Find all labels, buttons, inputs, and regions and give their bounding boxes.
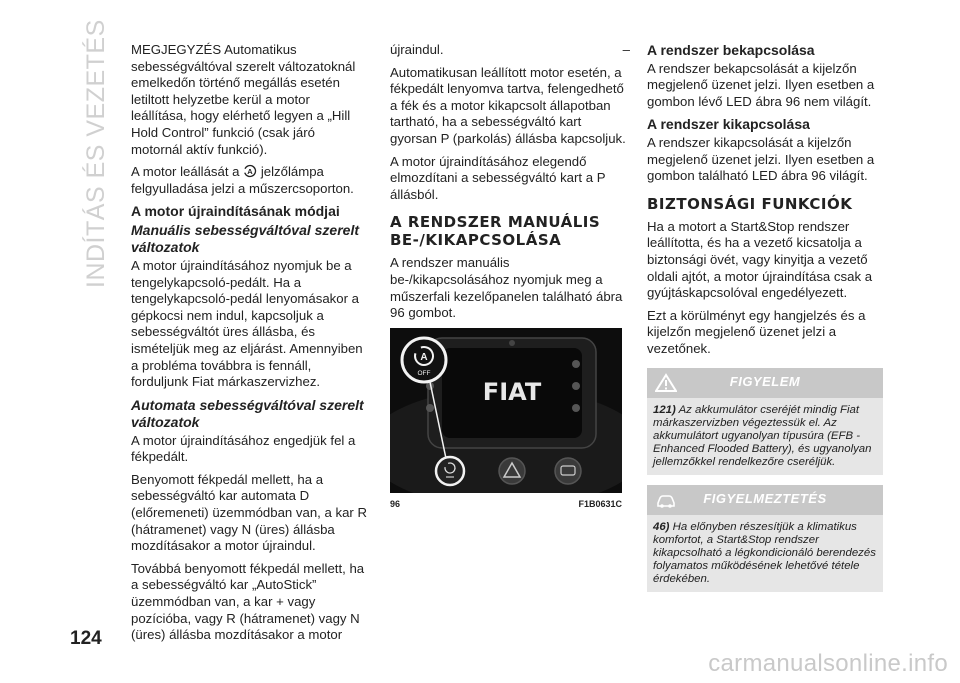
page-number: 124 xyxy=(70,628,102,649)
warning-box-body xyxy=(647,398,883,475)
section-heading-restart-modes: A motor újraindításának módjai xyxy=(131,203,340,220)
note-paragraph: MEGJEGYZÉS Automatikus sebességváltóval szerelt változatoknál emelkedőn történő megállás esetén letiltott helyzetbe kerül a motor leállítása, hogy elérhető legyen a „Hill Hold Control” funkció (csak járó motornál aktív funkció). xyxy=(131,42,356,157)
figure-caption xyxy=(390,496,622,513)
svg-text:A: A xyxy=(420,351,428,363)
column-right xyxy=(647,42,883,592)
warning-triangle-icon xyxy=(655,373,677,398)
warning-box-header xyxy=(647,368,883,398)
car-notice-icon xyxy=(655,490,677,515)
system-off-paragraph: A rendszer kikapcsolását a kijelzőn megjelenő üzenet jelzi. Ilyen esetben a gombon található LED ábra 96 világít. xyxy=(647,134,875,184)
safety-alert-paragraph: Ezt a körülményt egy hangjelzés és a kijelzőn megjelenő üzenet jelzi a vezetőnek. xyxy=(647,307,866,356)
svg-text:A: A xyxy=(247,167,253,177)
auto-d-mode-paragraph: Benyomott fékpedál mellett, ha a sebességváltó kar automata D (előremeneti) üzemmódban van, a kar R (hátramenet) vagy N (üres) állásba mozdításakor a motor újraindul. xyxy=(131,471,368,554)
dashboard-figure xyxy=(390,328,622,493)
start-stop-button[interactable] xyxy=(436,457,464,485)
warning-number: 121) xyxy=(653,403,676,416)
system-on-paragraph: A rendszer bekapcsolását a kijelzőn megjelenő üzenet jelzi. Ilyen esetben a gombon lévő LED ábra 96 nem világít. xyxy=(647,60,875,109)
restart-from-p-paragraph: A motor újraindításához elegendő elmozdítani a sebességváltó kart a P állásból. xyxy=(390,153,606,202)
callout-off-label: OFF xyxy=(417,369,431,377)
safety-paragraph: Ha a motort a Start&Stop rendszer leállította, és ha a vezető kicsatolja a biztonsági övét, vagy kinyitja a vezető oldali ajtót, a motor újraindítása csak a gyújtáskapcsolóval engedélyezett. xyxy=(647,218,873,301)
section-heading-manual-toggle: A RENDSZER MANUÁLIS BE-/KIKAPCSOLÁSA xyxy=(390,213,601,250)
figure-number: 96 xyxy=(390,498,401,509)
fiat-logo-text: FIAT xyxy=(482,377,542,406)
column-middle xyxy=(390,42,630,512)
auto-stop-lamp-icon xyxy=(243,164,257,178)
notice-box-body xyxy=(647,515,883,592)
chapter-title-text: INDÍTÁS ÉS VEZETÉS xyxy=(82,19,110,288)
restart-continuation: újraindul. – xyxy=(390,42,630,57)
warning-box-title: FIGYELEM xyxy=(729,374,801,390)
heading-safety-functions: BIZTONSÁGI FUNKCIÓK xyxy=(647,194,853,213)
warning-box xyxy=(647,368,883,475)
heading-system-off: A rendszer kikapcsolása xyxy=(647,116,810,133)
notice-number: 46) xyxy=(653,520,670,533)
watermark-link[interactable]: carmanualsonline.info xyxy=(708,650,948,677)
subheading-automatic: Automata sebességváltóval szerelt változatok xyxy=(131,396,364,430)
heading-system-on: A rendszer bekapcsolása xyxy=(647,42,815,58)
autostick-paragraph: Továbbá benyomott fékpedál mellett, ha a sebességváltó kar „AutoStick” üzemmódban van, a kar + vagy pozícióba, vagy R (hátramenet) vagy N (üres) állásba mozdításakor a motor xyxy=(131,560,365,643)
auto-restart-paragraph: A motor újraindításához engedjük fel a fékpedált. xyxy=(131,432,356,465)
manual-restart-paragraph: A motor újraindításához nyomjuk be a tengelykapcsoló-pedált. Ha a tengelykapcsoló-pedál lenyomásakor a gépkocsi nem indul, kapcsoljuk a sebességváltót üres állásba, és ismételjük meg az eljárást. Amennyiben a probléma továbbra is fennáll, forduljunk Fiat márkaszervizhez. xyxy=(131,257,363,390)
chapter-side-title xyxy=(72,18,112,298)
notice-box-title: FIGYELMEZTETÉS xyxy=(703,491,827,507)
figure-code: F1B0631C xyxy=(578,498,622,509)
manual-toggle-paragraph: A rendszer manuális be-/kikapcsolásához nyomjuk meg a műszerfali kezelőpanelen található ábra 96 gombot. xyxy=(390,255,623,321)
column-left xyxy=(131,42,369,650)
stop-indicator-paragraph: A motor leállását a A jelzőlámpa felgyulladása jelzi a műszercsoporton. xyxy=(131,164,354,196)
park-paragraph: Automatikusan leállított motor esetén, a fékpedált lenyomva tartva, felengedhető a fék és a motor kikapcsolt állapotban tartható, ha a sebességváltó kart gyorsan P (parkolás) állásba kapcsoljuk. xyxy=(390,64,626,146)
notice-box xyxy=(647,485,883,592)
defrost-button[interactable] xyxy=(555,458,581,484)
notice-text: Ha előnyben részesítjük a klimatikus komfortot, a Start&Stop rendszer kikapcsolható a légkondicionáló berendezés folyamatos működésének lehetővé tétele érdekében. xyxy=(653,520,876,585)
notice-box-header xyxy=(647,485,883,515)
subheading-manual: Manuális sebességváltóval szerelt változatok xyxy=(131,221,359,255)
hazard-button[interactable] xyxy=(499,458,525,484)
warning-text: Az akkumulátor cseréjét mindig Fiat márkaszervizben végeztessük el. Az akkumulátort ugyanolyan típusúra (EFB - Enhanced Flooded Battery), és ugyanolyan jellemzőkkel rendelkezőre cseréljük. xyxy=(653,403,872,468)
